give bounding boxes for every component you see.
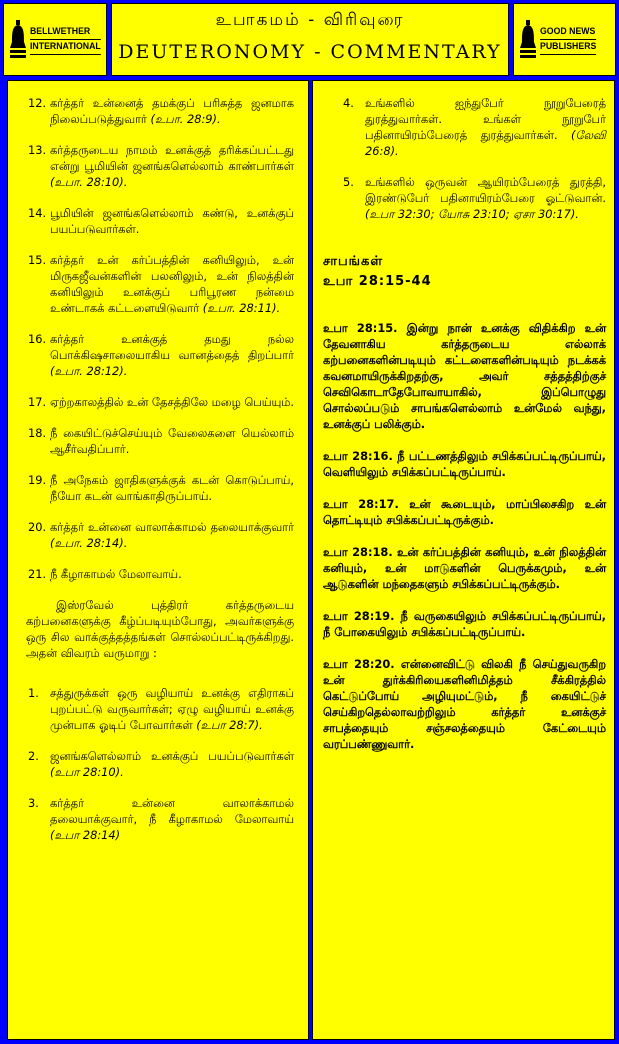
item-number: 1.: [28, 686, 39, 700]
item-number: 5.: [343, 175, 354, 189]
logo-text-line1: GOOD NEWS: [540, 25, 596, 40]
item-text: கர்த்தர் உன்னை வாலாக்காமல் தலையாக்குவார், நீ கீழாகாமல் மேலாவாய்: [50, 796, 294, 826]
scripture-ref: (உபா 32:30; யோசு 23:10; ஏசா 30:17).: [365, 207, 579, 221]
scripture-ref: (உபா 28:14): [50, 828, 121, 842]
item-number: 2.: [28, 749, 39, 763]
item-text: பூமியின் ஜனங்களெல்லாம் கண்டு, உனக்குப் பயப்படுவார்கள்.: [50, 206, 294, 236]
item-text: நீ அநேகம் ஜாதிகளுக்குக் கடன் கொடுப்பாய், நீயோ கடன் வாங்காதிருப்பாய்.: [50, 473, 294, 503]
title-box: [111, 3, 509, 76]
item-number: 13.: [28, 143, 47, 157]
scripture-ref: (உபா. 28:10).: [50, 175, 128, 189]
logo-text-line2: INTERNATIONAL: [30, 40, 101, 55]
list-item: [26, 205, 294, 237]
bell-icon: [8, 18, 28, 62]
item-text: கர்த்தருடைய நாமம் உனக்குத் தரிக்கப்பட்டது என்று பூமியின் ஜனங்களெல்லாம் காண்பார்கள்: [50, 143, 294, 173]
verse-paragraph: உபா 28:17. உன் கூடையும், மாப்பிசைகிற உன் தொட்டியும் சபிக்கப்பட்டிருக்கும்.: [323, 497, 606, 527]
intro-paragraph: இஸ்ரவேல் புத்திரர் கர்த்தருடைய கற்பனைகளுக்கு கீழ்ப்படியும்போது, அவர்களுக்கு ஒரு சில வாக்குத்தத்தங்கள் சொல்லப்பட்டிருக்கிறது. அதன் விவரம் வருமாறு :: [26, 598, 294, 660]
item-text: நீ கையிட்டுச்செய்யும் வேலைகளை யெல்லாம் ஆசீர்வதிப்பார்.: [50, 426, 294, 456]
item-number: 21.: [28, 567, 47, 581]
list-item: [26, 331, 294, 379]
list-item: [26, 425, 294, 457]
list-item: [26, 795, 294, 843]
list-item: [26, 142, 294, 190]
item-text: உங்களில் ஐந்துபேர் நூறுபேரைத் துரத்துவார்கள். உங்கள் நூறுபேர் பதினாயிரம்பேரைத் துரத்துவார்கள்.: [365, 96, 606, 142]
item-number: 17.: [28, 395, 47, 409]
item-text: கர்த்தர் உனக்குத் தமது நல்ல பொக்கிஷசாலையாகிய வானத்தைத் திறப்பார்: [50, 332, 294, 362]
item-number: 4.: [343, 96, 354, 110]
scripture-ref: (உபா. 28:9).: [150, 112, 221, 126]
list-item: [26, 566, 294, 582]
item-text: ஏற்றகாலத்தில் உன் தேசத்திலே மழை பெய்யும்.: [50, 395, 295, 409]
item-text: கர்த்தர் உன் கர்ப்பத்தின் கனியிலும், உன் மிருகஜீவன்களின் பலனிலும், உன் நிலத்தின் கனியிலும் உனக்குப் பரிபூரண நன்மை உண்டாகக் கட்டளையிடுவார்: [50, 253, 294, 315]
list-item: [26, 252, 294, 316]
scripture-ref: (உபா 28:7).: [196, 718, 263, 732]
item-text: உங்களில் ஒருவன் ஆயிரம்பேரைத் துரத்தி, இரண்டுபேர் பதினாயிரம்பேரை ஓட்டுவான்.: [365, 175, 606, 205]
section-heading: [323, 252, 606, 292]
item-text: சத்துருக்கள் ஒரு வழியாய் உனக்கு எதிராகப் புறப்பட்டு வருவார்கள்; ஏழு வழியாய் உனக்கு முன்பாக ஓடிப் போவார்கள்: [50, 686, 294, 732]
scripture-ref: (லேவி 26:8).: [365, 128, 606, 158]
scripture-ref: (உபா 28:10).: [50, 765, 124, 779]
heading-ref: உபா 28:15-44: [323, 274, 432, 289]
list-item: [26, 685, 294, 733]
title-english: DEUTERONOMY - COMMENTARY: [118, 41, 502, 63]
scripture-ref: (உபா. 28:11).: [202, 301, 281, 315]
bell-icon: [518, 18, 538, 62]
right-column: [312, 80, 615, 1040]
item-number: 3.: [28, 796, 39, 810]
promise-list: [26, 95, 294, 582]
verse-paragraph: உபா 28:15. இன்று நான் உனக்கு விதிக்கிற உன் தேவனாகிய கர்த்தருடைய எல்லாக் கற்பனைகளின்படியும் கட்டளைகளின்படியும் நடக்கக் கவனமாயிருக்கிறதற்கு, அவர் சத்தத்திற்குச் செவிகொடாதேபோவாயாகில், இப்பொழுது சொல்லப்படும் சாபங்களெல்லாம் உன்மேல் வந்து, உனக்குப் பலிக்கும்.: [323, 321, 606, 431]
title-tamil: உபாகமம் - விரிவுரை: [215, 10, 405, 30]
numbered-list: [26, 685, 294, 843]
item-text: கர்த்தர் உன்னை வாலாக்காமல் தலையாக்குவார்: [50, 520, 294, 534]
item-number: 18.: [28, 426, 47, 440]
logo-text-line1: BELLWETHER: [30, 25, 101, 40]
list-item: [343, 95, 606, 159]
item-number: 19.: [28, 473, 47, 487]
numbered-list-cont: [323, 95, 606, 222]
item-number: 16.: [28, 332, 47, 346]
logo-text-line2: PUBLISHERS: [540, 40, 596, 55]
scripture-ref: (உபா. 28:14).: [50, 536, 128, 550]
item-number: 14.: [28, 206, 47, 220]
list-item: [26, 95, 294, 127]
item-text: கர்த்தர் உன்னைத் தமக்குப் பரிசுத்த ஜனமாக நிலைப்படுத்துவார்: [50, 96, 294, 126]
verse-paragraph: உபா 28:16. நீ பட்டணத்திலும் சபிக்கப்பட்டிருப்பாய், வெளியிலும் சபிக்கப்பட்டிருப்பாய்.: [323, 449, 606, 479]
list-item: [26, 394, 294, 410]
list-item: [26, 519, 294, 551]
item-text: நீ கீழாகாமல் மேலாவாய்.: [50, 567, 182, 581]
item-text: ஜனங்களெல்லாம் உனக்குப் பயப்படுவார்கள்: [50, 749, 294, 763]
list-item: [26, 748, 294, 780]
left-column: [7, 80, 309, 1040]
verse-paragraph: உபா 28:19. நீ வருகையிலும் சபிக்கப்பட்டிருப்பாய், நீ போகையிலும் சபிக்கப்பட்டிருப்பாய்.: [323, 609, 606, 639]
list-item: [343, 174, 606, 222]
item-number: 15.: [28, 253, 47, 267]
verse-list: [323, 320, 606, 752]
verse-paragraph: உபா 28:18. உன் கர்ப்பத்தின் கனியும், உன் நிலத்தின் கனியும், உன் மாடுகளின் பெருக்கமும், உன் ஆடுகளின் மந்தைகளும் சபிக்கப்பட்டிருக்கும்.: [323, 545, 606, 591]
good-news-logo: [513, 3, 616, 76]
item-number: 20.: [28, 520, 47, 534]
heading-title: சாபங்கள்: [323, 254, 384, 269]
bellwether-logo: [3, 3, 107, 76]
scripture-ref: (உபா. 28:12).: [50, 364, 128, 378]
item-number: 12.: [28, 96, 47, 110]
list-item: [26, 472, 294, 504]
verse-paragraph: உபா 28:20. என்னைவிட்டு விலகி நீ செய்துவருகிற உன் துர்க்கிரியைகளினிமித்தம் சீக்கிரத்தில் கெட்டுப்போய் அழியுமட்டும், நீ கையிட்டுச் செய்கிறதெல்லாவற்றிலும் கர்த்தர் உனக்குச் சாபத்தையும் சஞ்சலத்தையும் கேட்டையும் வரப்பண்ணுவார்.: [323, 657, 606, 751]
